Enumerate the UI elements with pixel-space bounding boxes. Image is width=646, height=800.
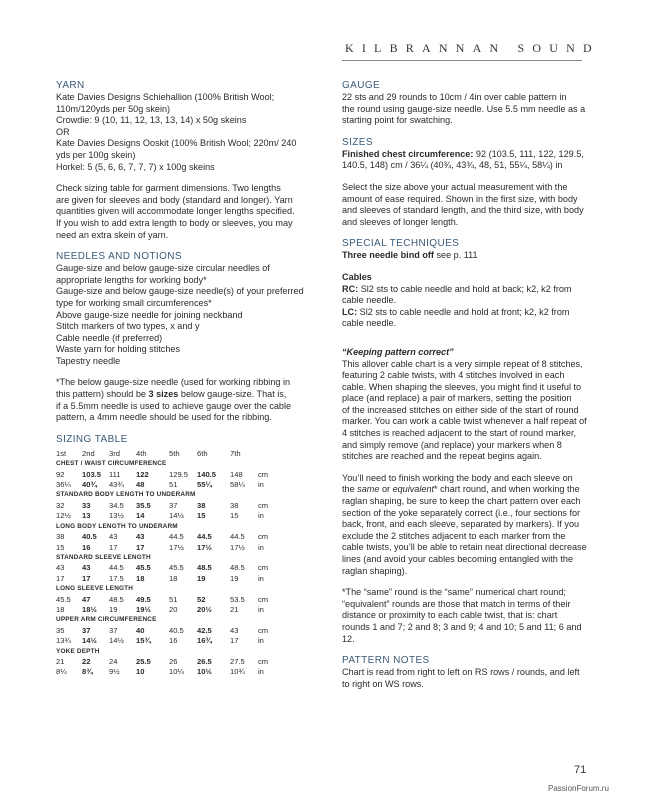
table-cell: 15	[197, 511, 206, 521]
table-cell: 43	[82, 563, 91, 573]
table-cell: 55¼	[197, 480, 212, 490]
yarn-lines	[56, 92, 318, 173]
table-cell: 8¼	[56, 667, 67, 677]
table-cell: 32	[56, 500, 65, 510]
text-span: or	[379, 484, 393, 495]
table-cell: 37	[169, 500, 178, 510]
gauge-heading: GAUGE	[342, 80, 381, 91]
emphasis: equivalent	[392, 484, 435, 495]
text-line: “equivalent” rounds are those that match in terms of their	[342, 598, 571, 609]
section-title: STANDARD BODY LENGTH TO UNDERARM	[56, 491, 196, 499]
gauge-text	[342, 92, 590, 127]
text-line: cable twists, you’ll be able to retain neat directional decrease	[342, 542, 587, 553]
text-line: Check sizing table for garment dimensions. Two lengths	[56, 183, 281, 194]
yarn-line: Kate Davies Designs Ooskit (100% British Wool; 220m/ 240	[56, 138, 297, 149]
column-header: 7th	[230, 448, 241, 458]
table-row	[56, 511, 278, 521]
table-cell: 21	[230, 604, 239, 614]
text-line: and simply remove (and replace) your markers when 8	[342, 439, 562, 450]
table-cell: 44.5	[169, 532, 184, 542]
table-cell: 14½	[169, 511, 184, 521]
text-line: raglan shaping, be sure to keep the chart pattern over each	[342, 496, 581, 507]
list-item: type for working small circumferences*	[56, 297, 212, 308]
text-line: Select the size above your actual measurement with the	[342, 181, 568, 192]
section-title: UPPER ARM CIRCUMFERENCE	[56, 616, 157, 624]
list-item: Gauge-size and below gauge-size needle(s) of your preferred	[56, 286, 304, 297]
table-cell: 14½	[109, 636, 124, 646]
table-cell: 17	[136, 542, 145, 552]
column-header: 4th	[136, 448, 147, 458]
table-cell: 13½	[109, 511, 124, 521]
table-cell: 17	[230, 636, 239, 646]
table-cell: cm	[258, 469, 269, 479]
keeping-paragraph-1	[342, 359, 590, 463]
table-cell: 45.5	[136, 563, 151, 573]
text-line: *The below gauge-size needle (used for working ribbing in	[56, 377, 291, 388]
table-cell: 51	[169, 480, 178, 490]
table-cell: 51	[169, 594, 178, 604]
table-cell: in	[258, 511, 264, 521]
section-row	[56, 522, 278, 532]
column-header: 1st	[56, 448, 67, 458]
text-span: below gauge-size. That is,	[178, 389, 287, 400]
yarn-heading: YARN	[56, 80, 85, 91]
needles-heading: NEEDLES AND NOTIONS	[56, 251, 182, 263]
table-cell: 12½	[56, 511, 71, 521]
table-cell: 18	[136, 573, 145, 583]
column-header: 5th	[169, 448, 180, 458]
yarn-line: Kate Davies Designs Schiehallion (100% British Wool;	[56, 92, 275, 102]
text-line: pattern, a 4mm needle should be used for the ribbing.	[56, 412, 272, 423]
table-cell: 9½	[109, 667, 120, 677]
text-line: lines (and avoid your cables becoming entangled with the	[342, 554, 574, 564]
section-row	[56, 553, 278, 563]
table-cell: 20	[169, 604, 178, 614]
text-line: distance or proximity to each cable twist, that is: chart	[342, 610, 558, 621]
table-cell: 19	[109, 604, 118, 614]
table-cell: 16¾	[197, 636, 212, 646]
table-cell: 92	[56, 469, 65, 479]
text-line	[56, 389, 318, 401]
section-row	[56, 459, 278, 469]
table-header-row	[56, 449, 278, 459]
table-cell: 10½	[197, 667, 212, 677]
table-cell: 43	[230, 625, 239, 635]
table-cell: 16	[82, 542, 91, 552]
table-row	[56, 532, 278, 542]
text-line: 140.5, 148) cm / 36¼ (40¾, 43¾, 48, 51, 55¼, 58¼) in	[342, 160, 563, 171]
text-line: You’ll need to finish working the body and each sleeve on	[342, 472, 573, 483]
table-cell: 18	[56, 604, 65, 614]
table-cell: 25.5	[136, 656, 151, 666]
section-title: LONG BODY LENGTH TO UNDERARM	[56, 522, 178, 530]
table-cell: 10	[136, 667, 145, 677]
table-cell: 43	[109, 532, 118, 542]
table-cell: cm	[258, 532, 269, 542]
table-cell: 24	[109, 656, 118, 666]
table-cell: 43	[136, 532, 145, 542]
sizes-line	[342, 149, 590, 161]
table-cell: 21	[56, 656, 65, 666]
sizing-table	[56, 449, 278, 678]
table-cell: 17½	[230, 542, 245, 552]
table-cell: 13¾	[56, 636, 71, 646]
text-line: quantities given will accommodate longer lengths specified.	[56, 206, 295, 217]
text-line: starting point for swatching.	[342, 115, 453, 126]
table-cell: 53.5	[230, 594, 245, 604]
table-cell: 17	[109, 542, 118, 552]
left-column	[56, 80, 318, 678]
section-row	[56, 490, 278, 500]
table-cell: 17	[82, 573, 91, 583]
table-row	[56, 605, 278, 615]
table-cell: 37	[109, 625, 118, 635]
table-row	[56, 667, 278, 677]
table-cell: 52	[197, 594, 206, 604]
table-cell: 40	[136, 625, 145, 635]
page-number: 71	[574, 764, 587, 776]
text-line: cable needle.	[342, 318, 397, 329]
text-line: place (and replace) a pair of markers, setting the position	[342, 393, 572, 404]
list-item: Gauge-size and below gauge-size circular needles of	[56, 263, 270, 274]
needles-list	[56, 263, 318, 367]
text-line: back, front, and each sleeve, separated by markers). If you	[342, 519, 580, 530]
section-row	[56, 584, 278, 594]
table-cell: 44.5	[230, 532, 245, 542]
table-cell: 19	[197, 573, 206, 583]
text-line: are given for sleeves and body (standard and longer). Yarn	[56, 194, 293, 205]
text-line: rounds 1 and 7; 2 and 8; 3 and 9; 4 and 10; 5 and 11; 6 and	[342, 621, 582, 632]
text-line: *The “same” round is the “same” numerical chart round;	[342, 587, 566, 598]
table-cell: 47	[82, 594, 91, 604]
table-cell: 48.5	[197, 563, 212, 573]
text-line: and sleeves of longer length.	[342, 216, 459, 227]
table-cell: 27.5	[230, 656, 245, 666]
column-header: 6th	[197, 448, 208, 458]
table-cell: cm	[258, 500, 269, 510]
emphasis: 3 sizes	[148, 389, 179, 400]
text-line: featuring 2 cable twists, with 4 stitches involved in each	[342, 370, 565, 381]
text-span: see p. 111	[433, 250, 478, 261]
table-cell: 38	[230, 500, 239, 510]
table-cell: 140.5	[197, 469, 217, 479]
rc-line	[342, 284, 590, 296]
table-row	[56, 470, 278, 480]
table-cell: 45.5	[169, 563, 184, 573]
list-item: appropriate lengths for working body*	[56, 274, 207, 285]
table-cell: cm	[258, 656, 269, 666]
table-cell: in	[258, 604, 264, 614]
table-cell: 19	[230, 573, 239, 583]
list-item: Tapestry needle	[56, 355, 121, 366]
table-cell: 26.5	[197, 656, 212, 666]
table-cell: in	[258, 636, 264, 646]
table-cell: 38	[56, 532, 65, 542]
yarn-line: yds per 100g skein)	[56, 149, 136, 160]
table-cell: cm	[258, 625, 269, 635]
table-row	[56, 626, 278, 636]
table-cell: 17.5	[109, 573, 124, 583]
text-line: of the increased stitches on either side of the start of round	[342, 404, 579, 415]
table-cell: 48	[136, 480, 145, 490]
table-row	[56, 543, 278, 553]
table-cell: 49.5	[136, 594, 151, 604]
table-cell: 8¾	[82, 667, 93, 677]
text-line: if a 5.5mm needle is used to achieve gauge over the cable	[56, 400, 292, 411]
table-cell: 35.5	[136, 500, 151, 510]
table-cell: cm	[258, 594, 269, 604]
rc-label: RC:	[342, 283, 359, 294]
table-cell: 129.5	[169, 469, 189, 479]
lc-label: LC:	[342, 306, 358, 317]
text-line: Chart is read from right to left on RS rows / rounds, and left	[342, 667, 580, 678]
table-cell: 122	[136, 469, 149, 479]
table-cell: 18	[169, 573, 178, 583]
text-line: This allover cable chart is a very simple repeat of 8 stitches,	[342, 358, 583, 369]
text-span: 92 (103.5, 111, 122, 129.5,	[473, 148, 584, 159]
bind-off-line	[342, 250, 590, 262]
text-line	[342, 484, 590, 496]
text-line: the round using gauge-size needle. Use 5.5 mm needle as a	[342, 103, 586, 114]
text-line: 12.	[342, 633, 355, 644]
text-span: Sl2 sts to cable needle and hold at back; k2, k2 from	[358, 283, 572, 294]
text-line: stitches are reached and the repeat begins again.	[342, 451, 542, 462]
yarn-line: Crowdie: 9 (10, 11, 12, 13, 13, 14) x 50g skeins	[56, 115, 247, 126]
section-title: CHEST / WAIST CIRCUMFERENCE	[56, 460, 167, 468]
section-row	[56, 647, 278, 657]
table-cell: 45.5	[56, 594, 71, 604]
column-header: 2nd	[82, 448, 95, 458]
yarn-paragraph	[56, 183, 318, 241]
table-cell: 38	[197, 500, 206, 510]
table-row	[56, 574, 278, 584]
table-cell: 14½	[82, 636, 97, 646]
section-row	[56, 615, 278, 625]
table-cell: in	[258, 542, 264, 552]
table-row	[56, 595, 278, 605]
table-cell: 34.5	[109, 500, 124, 510]
table-cell: 40.5	[82, 532, 97, 542]
cables-heading: Cables	[342, 271, 372, 282]
bind-off-label: Three needle bind off	[342, 250, 434, 261]
table-cell: in	[258, 573, 264, 583]
text-line: If you wish to add extra length to body or sleeves, you may	[56, 217, 293, 228]
keeping-paragraph-3	[342, 587, 590, 645]
text-line: and sleeves of standard length, and the third size, with body	[342, 205, 584, 216]
table-cell: 15¾	[136, 636, 151, 646]
table-cell: 26	[169, 656, 178, 666]
table-cell: 33	[82, 500, 91, 510]
table-cell: 15	[56, 542, 65, 552]
table-cell: 36¼	[56, 480, 71, 490]
section-title: LONG SLEEVE LENGTH	[56, 585, 134, 593]
table-cell: 35	[56, 625, 65, 635]
table-cell: 19½	[136, 604, 151, 614]
table-cell: 17½	[169, 542, 184, 552]
lc-line	[342, 307, 590, 319]
emphasis: same	[357, 484, 380, 495]
table-cell: 18½	[82, 604, 97, 614]
table-row	[56, 563, 278, 573]
table-cell: 103.5	[82, 469, 102, 479]
text-span: the	[342, 484, 358, 495]
table-cell: 37	[82, 625, 91, 635]
table-cell: 42.5	[197, 625, 212, 635]
text-span: * chart round, and when working the	[434, 484, 580, 495]
table-cell: 43¾	[109, 480, 124, 490]
text-line: cable needle.	[342, 295, 397, 306]
text-span: Sl2 sts to cable needle and hold at front; k2, k2 from	[357, 306, 570, 317]
table-cell: 48.5	[109, 594, 124, 604]
table-row	[56, 480, 278, 490]
section-title: YOKE DEPTH	[56, 647, 100, 655]
table-cell: 111	[109, 469, 121, 479]
header-rule	[342, 60, 582, 61]
table-cell: 20½	[197, 604, 212, 614]
table-cell: in	[258, 480, 264, 490]
sizing-heading: SIZING TABLE	[56, 433, 128, 445]
list-item: Cable needle (if preferred)	[56, 332, 163, 343]
table-cell: 58¼	[230, 480, 245, 490]
table-cell: 10¾	[230, 667, 245, 677]
list-item: Waste yarn for holding stitches	[56, 344, 180, 355]
column-header	[258, 449, 278, 459]
right-column	[342, 80, 590, 690]
table-cell: 13	[82, 511, 91, 521]
yarn-line: 110m/120yds per 50g skein)	[56, 103, 171, 114]
yarn-line: OR	[56, 126, 70, 137]
text-line: to right on WS rows.	[342, 678, 424, 689]
notes-heading: PATTERN NOTES	[342, 655, 430, 667]
table-cell: 48.5	[230, 563, 245, 573]
table-cell: 22	[82, 656, 91, 666]
table-row	[56, 657, 278, 667]
table-cell: 44.5	[109, 563, 124, 573]
list-item: Above gauge-size needle for joining neckband	[56, 309, 243, 320]
text-line: cable. When shaping the sleeves, you might find it useful to	[342, 381, 582, 392]
list-item: Stitch markers of two types, x and y	[56, 321, 200, 332]
table-cell: 17½	[197, 542, 212, 552]
table-cell: 40.5	[169, 625, 184, 635]
table-cell: 10¼	[169, 667, 184, 677]
table-cell: 44.5	[197, 532, 212, 542]
running-header: KILBRANNAN SOUND	[345, 41, 600, 55]
table-cell: 40¾	[82, 480, 97, 490]
column-header: 3rd	[109, 448, 120, 458]
table-cell: 14	[136, 511, 145, 521]
sizes-heading: SIZES	[342, 136, 373, 148]
watermark: PassionForum.ru	[548, 784, 609, 793]
text-line: marker. You can work a cable twist whenever a half repeat of	[342, 416, 587, 427]
text-line: need an extra skein of yarn.	[56, 229, 169, 240]
sizes-paragraph	[342, 182, 590, 228]
text-line: exclude the 2 stitches adjacent to each marker from the	[342, 530, 566, 541]
table-cell: cm	[258, 563, 269, 573]
keeping-heading: “Keeping pattern correct”	[342, 346, 454, 357]
needles-footnote	[56, 377, 318, 423]
techniques-heading: SPECIAL TECHNIQUES	[342, 238, 460, 250]
table-row	[56, 636, 278, 646]
table-cell: in	[258, 667, 264, 677]
table-cell: 15	[230, 511, 239, 521]
yarn-line: Horkel: 5 (5, 6, 6, 7, 7, 7) x 100g skeins	[56, 161, 215, 172]
text-line: section of the yoke separately correct (i.e., four sections for	[342, 507, 581, 518]
table-cell: 17	[56, 573, 65, 583]
keeping-paragraph-2	[342, 473, 590, 577]
section-title: STANDARD SLEEVE LENGTH	[56, 553, 151, 561]
sizes-label: Finished chest circumference:	[342, 148, 474, 159]
table-cell: 16	[169, 636, 178, 646]
text-line: raglan shaping).	[342, 565, 408, 576]
table-cell: 43	[56, 563, 65, 573]
table-row	[56, 501, 278, 511]
table-cell: 148	[230, 469, 243, 479]
text-line: 22 sts and 29 rounds to 10cm / 4in over cable pattern in	[342, 92, 567, 102]
text-line: 4 stitches is reached adjacent to the start of round marker,	[342, 428, 577, 439]
text-span: this pattern) should be	[56, 389, 149, 400]
text-line: amount of ease required. Shown in the first size, with body	[342, 193, 578, 204]
